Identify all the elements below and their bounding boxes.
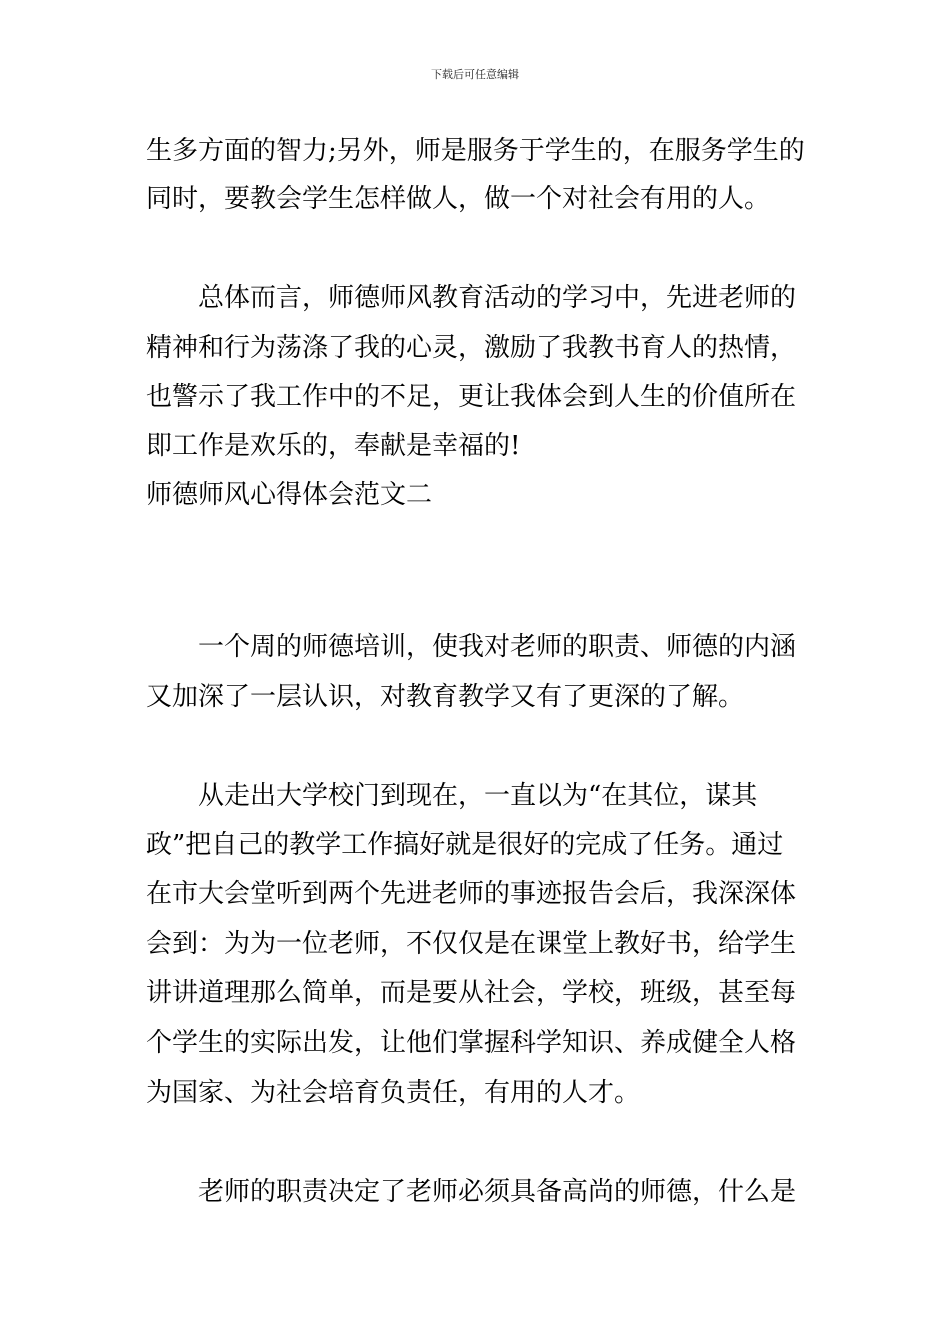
text-line: 生多方面的智力;另外，师是服务于学生的，在服务学生的: [146, 136, 805, 166]
text-line: 总体而言，师德师风教育活动的学习中，先进老师的: [198, 283, 797, 313]
text-line: 从走出大学校门到现在，一直以为“在其位，谋其: [198, 781, 758, 811]
text-line: 同时，要教会学生怎样做人，做一个对社会有用的人。: [146, 184, 771, 214]
text-line: 即工作是欢乐的，奉献是幸福的!: [146, 431, 521, 461]
text-line: 个学生的实际出发，让他们掌握科学知识、养成健全人格: [146, 1028, 797, 1058]
text-line: 政”把自己的教学工作搞好就是很好的完成了任务。通过: [146, 830, 784, 860]
text-line: 一个周的师德培训，使我对老师的职责、师德的内涵: [198, 632, 797, 662]
text-line: 在市大会堂听到两个先进老师的事迹报告会后，我深深体: [146, 879, 797, 909]
text-line: 精神和行为荡涤了我的心灵，激励了我教书育人的热情，: [146, 333, 797, 363]
text-line: 为国家、为社会培育负责任，有用的人才。: [146, 1078, 641, 1108]
section-title: 师德师风心得体会范文二: [146, 480, 433, 510]
text-line: 老师的职责决定了老师必须具备高尚的师德，什么是: [198, 1177, 797, 1207]
text-line: 会到：为为一位老师，不仅仅是在课堂上教好书，给学生: [146, 929, 797, 959]
header-note: 下载后可任意编辑: [431, 68, 519, 81]
text-line: 又加深了一层认识，对教育教学又有了更深的了解。: [146, 682, 745, 712]
text-line: 讲讲道理那么简单，而是要从社会，学校，班级，甚至每: [146, 978, 797, 1008]
text-line: 也警示了我工作中的不足，更让我体会到人生的价值所在: [146, 382, 797, 412]
